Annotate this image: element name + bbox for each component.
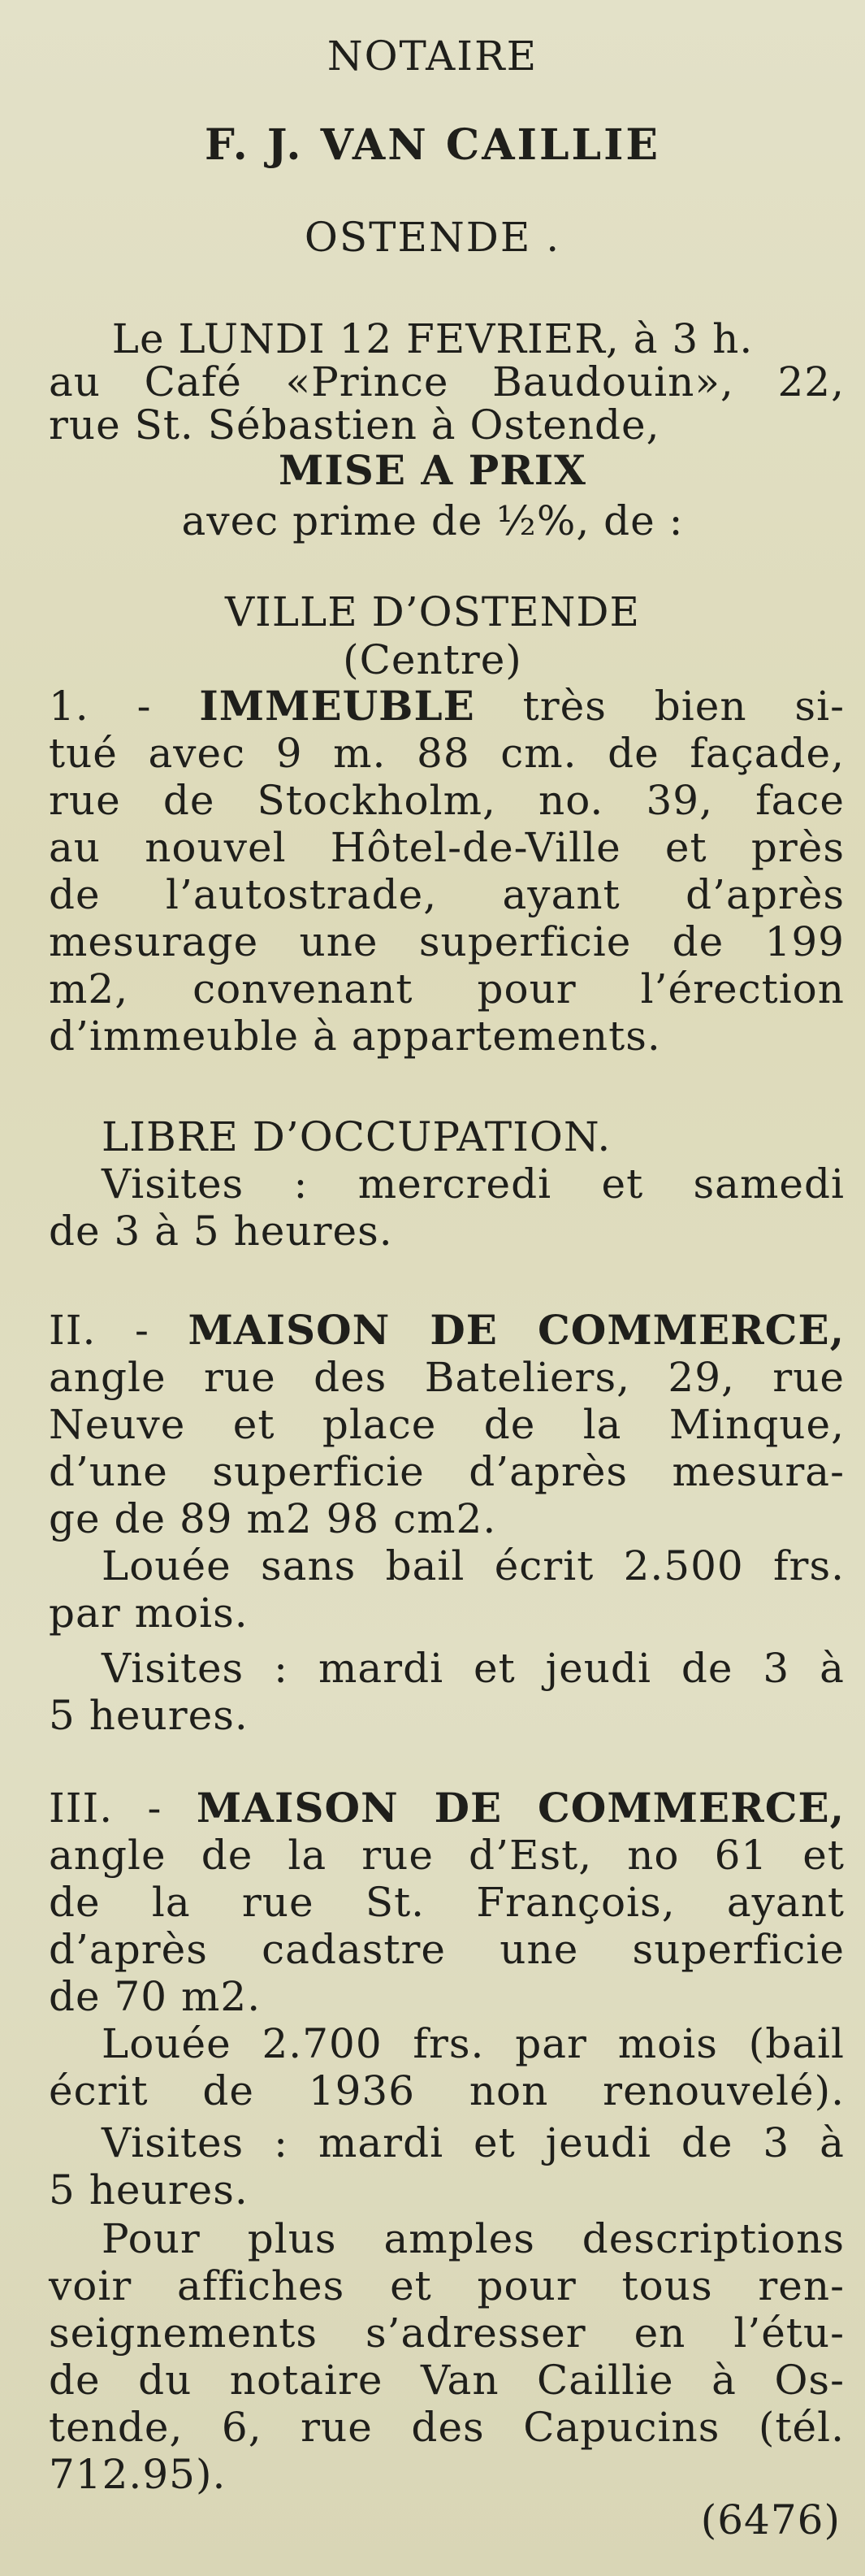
lot2-line: Neuve et place de la Minque, [49,1401,845,1448]
lot2-first-line [49,1307,845,1354]
lot1-number: 1. - [49,683,152,730]
closing-line: 712.95). [49,2451,227,2498]
lot1-first-rest: très bien si- [522,683,845,730]
lot1-line: au nouvel Hôtel-de-Ville et près [49,824,845,871]
notaire-heading: NOTAIRE [327,33,538,80]
lot3-first-line [49,1785,845,1832]
lot2-line: angle rue des Bateliers, 29, rue [49,1354,845,1401]
closing-line: tende, 6, rue des Capucins (tél. [49,2404,845,2451]
notary-name: F. J. VAN CAILLIE [204,120,661,170]
city-heading: OSTENDE . [304,214,561,261]
mise-a-prix: MISE A PRIX [279,446,586,494]
ville-title: VILLE D’OSTENDE [224,588,641,635]
closing-line: voir affiches et pour tous ren- [49,2262,845,2309]
lot1-visites: Visites : mercredi et samedi [102,1160,845,1208]
libre-occupation: LIBRE D’OCCUPATION. [102,1113,612,1160]
lot2-line: d’une superficie d’après mesura- [49,1448,845,1495]
reference-number: (6476) [700,2496,841,2543]
intro-date-line: Le LUNDI 12 FEVRIER, à 3 h. [111,315,754,362]
lot2-line: ge de 89 m2 98 cm2. [49,1495,497,1542]
closing-line: de du notaire Van Caillie à Os- [49,2357,845,2404]
lot2-louee-cont: par mois. [49,1589,249,1637]
lot1-line: de l’autostrade, ayant d’après [49,871,845,918]
lot3-line: de 70 m2. [49,1973,262,2020]
lot1-line: rue de Stockholm, no. 39, face [49,777,845,824]
prime-line: avec prime de ½%, de : [181,497,684,544]
closing-line: Pour plus amples descriptions [102,2215,845,2262]
lot1-line: m2, convenant pour l’érection [49,965,845,1013]
lot3-title: MAISON DE COMMERCE, [196,1784,846,1832]
lot3-line: d’après cadastre une superficie [49,1926,845,1973]
lot3-line: de la rue St. François, ayant [49,1879,845,1926]
lot2-visites: Visites : mardi et jeudi de 3 à [102,1645,845,1692]
intro-street-line: rue St. Sébastien à Ostende, [49,401,660,449]
lot1-first-line [49,683,845,730]
lot2-visites-hours: 5 heures. [49,1692,249,1739]
lot3-louee-cont: écrit de 1936 non renouvelé). [49,2067,845,2114]
lot3-visites: Visites : mardi et jeudi de 3 à [102,2119,845,2166]
lot1-visites-hours: de 3 à 5 heures. [49,1208,393,1255]
lot3-louee: Louée 2.700 frs. par mois (bail [102,2020,845,2067]
lot1-line: mesurage une superficie de 199 [49,918,845,965]
lot1-line: d’immeuble à appartements. [49,1013,661,1060]
lot3-number: III. - [49,1785,162,1832]
lot3-visites-hours: 5 heures. [49,2166,249,2214]
lot1-title: IMMEUBLE [199,682,475,730]
lot2-louee: Louée sans bail écrit 2.500 frs. [102,1542,845,1589]
lot1-line: tué avec 9 m. 88 cm. de façade, [49,730,845,777]
ville-subtitle: (Centre) [343,636,522,683]
intro-venue-line: au Café «Prince Baudouin», 22, [49,358,845,405]
closing-line: seignements s’adresser en l’étu- [49,2309,845,2357]
lot3-line: angle de la rue d’Est, no 61 et [49,1832,845,1879]
lot2-title: MAISON DE COMMERCE, [188,1306,845,1354]
lot2-number: II. - [49,1307,149,1354]
